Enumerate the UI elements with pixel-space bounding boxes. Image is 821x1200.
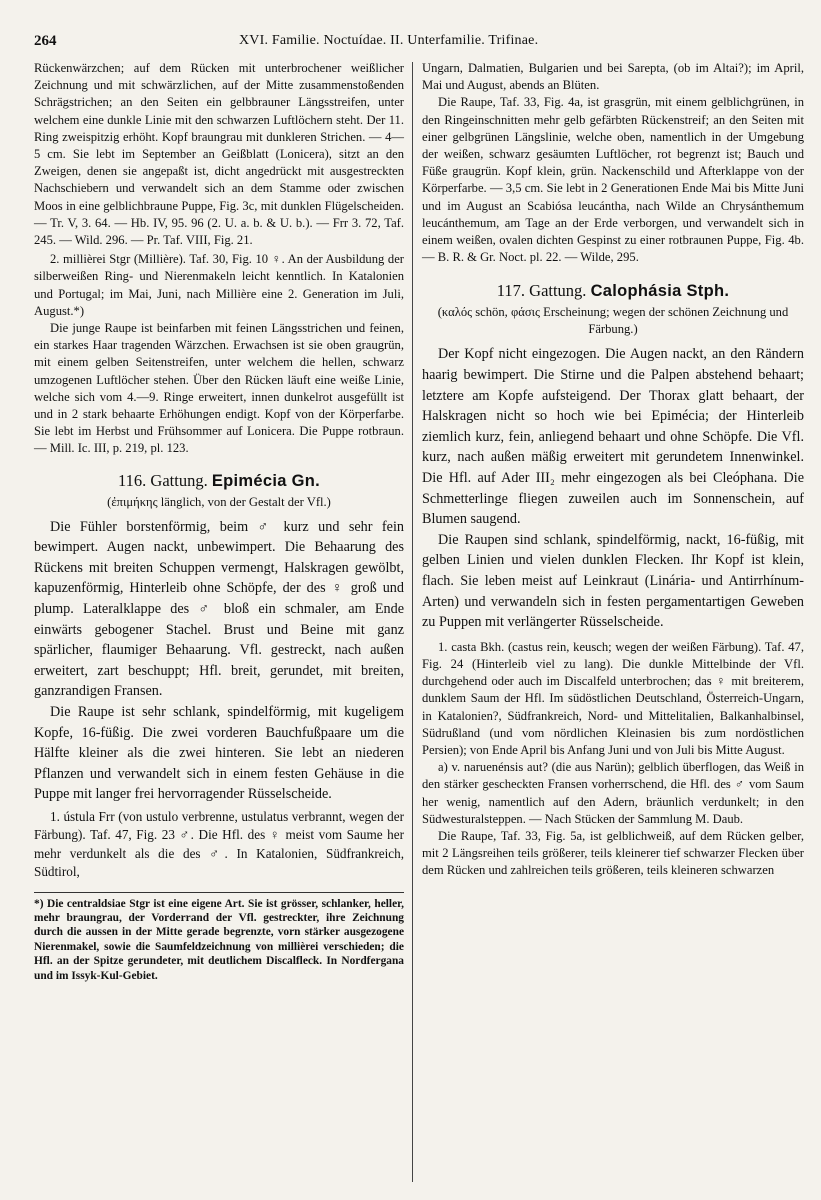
footnote-text: *) Die centraldsiae Stgr ist eine eigene Art. Sie ist grösser, schlanker, heller, mehr braungrau, der Vorderrand der Vfl. gestreckter, ihre Zeichnung durch die aussen in der Mitte gerade begrenzte, vorn stärker ausgezogene Nierenmakel, sowie die Saumfeldzeichnung von millièrei verschieden; die Hfl. an der Spitze gerundeter, mit deutlichem Discalfleck. In Nordfergana und im Issyk-Kul-Gebiet. <box>34 897 404 982</box>
genus-117-heading <box>422 280 804 302</box>
paragraph-ustula: 1. ústula Frr (von ustulo verbrenne, ustulatus verbrannt, wegen der Färbung). Taf. 47, Fig. 23 ♂. Die Hfl. des ♀ meist vom Saume her mehr verdunkelt als die des ♂. In Katalonien, Südfrankreich, Südtirol, <box>34 808 404 880</box>
right-column <box>422 60 804 880</box>
genus-117-name: Calophásia Stph. <box>590 282 730 301</box>
paragraph-naruenensis: a) v. naruenénsis aut? (die aus Narün); gelblich überflogen, das Weiß in den stärker gescheckten Fransen vorherrschend, die Hfl. des ♂ vom Saum her wenig, namentlich auf den Adern, bräunlich verdunkelt; in den Südwesturalsteppen. — Nach Stücken der Sammlung M. Daub. <box>422 760 804 826</box>
paragraph-raupe-ustula: Die Raupe, Taf. 33, Fig. 4a, ist grasgrün, mit einem gelblichgrünen, in den Ringeinschnitten mehr gelb gefärbten Rückenstreif; an den Seiten mit einer gelbgrünen Längslinie, welche oben, namentlich in der Umgebung der weißen, schwarz gesäumten Luftlöcher, rot begrenzt ist; Bauch und Füße graugrün. Kopf klein, grün. Nackenschild und Afterklappe von der Körperfarbe. — 3,5 cm. Sie lebt in 2 Generationen Ende Mai bis Mitte Juni und im August an Scabiósa leucántha, nach Wilde an Chrysánthemum leucánthemum, am Tage an der Erde verborgen, und verwandelt sich in einem weißen, ovalen dichten Gespinst zu einer rotbraunen Puppe, Fig. 4b. — B. R. & Gr. Noct. pl. 22. — Wilde, 295. <box>422 95 804 265</box>
paragraph-casta: 1. casta Bkh. (castus rein, keusch; wegen der weißen Färbung). Taf. 47, Fig. 24 (Hinterleib viel zu lang). Die dunkle Mittelbinde der Vfl. durchgehend oder auch im Discalfeld unterbrochen; das ♀ mit breiterem, dunklem Saum der Hfl. Im südöstlichen Deutschland, Österreich-Ungarn, in Katalonien?, Südfrankreich, Nord- und Mittelitalien, Balkanhalbinsel, Südrußland (und vom nördlichen Kleinasien bis zum nordöstlichen Persien); von Ende April bis Anfang Juni und von Juli bis Mitte August. <box>422 639 804 757</box>
two-column-body <box>34 60 804 1190</box>
paragraph-epimecia-description: Die Fühler borstenförmig, beim ♂ kurz und sehr fein bewimpert. Augen nackt, unbewimpert. Die Behaarung des Rückens mit breiten Schuppen vermengt, Halskragen gewölbt, kapuzenförmig, Hinterleib ohne Schöpfe, der des ♀ groß und plump. Lateralklappe des ♂ bloß ein schmaler, am Ende einwärts gebogener Stachel. Brust und Beine mit ganz spärlicher, flaumiger Behaarung. Vfl. gestreckt, nach außen erweitert, zart beschuppt; Hfl. breit, gerundet, mit breiten, ganzrandigen Fransen. <box>34 518 404 700</box>
paragraph-continuation-right: Ungarn, Dalmatien, Bulgarien und bei Sarepta, (ob im Altai?); im April, Mai und August, abends an Blüten. <box>422 61 804 93</box>
left-column <box>34 60 404 983</box>
genus-117-number: 117. Gattung. <box>496 281 587 301</box>
page-number: 264 <box>34 33 57 49</box>
genus-116-etymology: (ἐπιμήκης länglich, von der Gestalt der Vfl.) <box>107 494 331 509</box>
running-header <box>34 28 801 56</box>
paragraph-calophasia-raupe: Die Raupen sind schlank, spindelförmig, nackt, 16-füßig, mit gelben Linien und vielen dunklen Flecken. Ihr Kopf ist klein, flach. Sie leben meist auf Leinkraut (Linária- und Antirrhínum-Arten) und verwandeln sich in festen pergamentartigen Geweben zu Puppen mit verlängerter Rüsselscheide. <box>422 531 804 631</box>
footnote-block <box>34 892 404 983</box>
paragraph-epimecia-raupe: Die Raupe ist sehr schlank, spindelförmig, mit kugeligem Kopfe, 16-füßig. Die zwei vorderen Bauchfußpaare um die Hälfte kleiner als die zwei hinteren. Sie lebt an niederen Pflanzen und verwandelt sich in einem festen Gehäuse in die Puppe mit langer frei hervorragender Rüsselscheide. <box>34 704 404 803</box>
paragraph-raupe-millierei: Die junge Raupe ist beinfarben mit feinen Längsstrichen und feinen, ein starkes Haar tragenden Wärzchen. Erwachsen ist sie oben graugrün, mit einem gelben Seitenstreifen, unter welchem die hellen, schwarz umzogenen Luftlöcher stehen. Über den Rücken läuft eine weiße Linie, welche sich vom 4.—9. Ringe erweitert, innen dunkelrot ausgefüllt ist und in 2 stark behaarte Erhöhungen endigt. Kopf von der Körperfarbe. Sie lebt im Herbst und Frühsommer auf Lonicera. Die Puppe rotbraun. — Mill. Ic. III, p. 219, pl. 123. <box>34 321 404 456</box>
paragraph-continuation: Rückenwärzchen; auf dem Rücken mit unterbrochener weißlicher Zeichnung und mit schwärzlichen, auf der Mitte zusammenstoßenden Schrägstrichen; an den Seiten ein gelbbrauner Längsstreifen, unter welchem eine dunkle Linie mit den schwarzen Luftlöchern steht. Der 11. Ring zweispitzig erhöht. Kopf braungrau mit dunkleren Strichen. — 4—5 cm. Sie lebt im September an Geißblatt (Lonicera), sitzt an den Zweigen, denen sie angepaßt ist, dicht angedrückt mit ausgestreckten Nachschiebern und verwandelt sich an dem Stamme oder zwischen Moos in eine gelblichbraune Puppe, Fig. 3c, mit dunklen Flügelscheiden. — Tr. V, 3. 64. — Hb. IV, 95. 96 (2. U. a. b. & U. b.). — Frr 3. 72, Taf. 245. — Wild. 296. — Pr. Taf. VIII, Fig. 21. <box>34 61 404 248</box>
paragraph-millierei: 2. millièrei Stgr (Millière). Taf. 30, Fig. 10 ♀. An der Ausbildung der silberweißen Ring- und Nierenmakeln leicht kenntlich. In Katalonien und Portugal; im Mai, Juni, nach Millière eine 2. Generation im Juli, August.*) <box>34 252 404 318</box>
genus-117-etymology: (καλός schön, φάσις Erscheinung; wegen der schönen Zeichnung und Färbung.) <box>437 305 789 337</box>
paragraph-calophasia-description: Der Kopf nicht eingezogen. Die Augen nackt, an den Rändern haarig bewimpert. Die Stirne und die Palpen abstehend behaart; letztere am Kopfe aufsteigend. Der Thorax glatt behaart, der Halskragen nicht so hoch wie bei Epimécia; der Hinterleib ziemlich kurz, fein, anliegend behaart und ohne Schöpfe. Die Vfl. kurz, nach außen mäßig erweitert mit gerundetem Innenwinkel. Die Hfl. auf Ader III₂ mehr eingezogen als bei Cleóphana. Die Schmetterlinge fliegen zuweilen auch im Sonnenschein, auf Blumen saugend. <box>422 346 804 528</box>
running-title: XVI. Familie. Noctuídae. II. Unterfamilie. Trifinae. <box>239 33 539 48</box>
paragraph-raupe-casta: Die Raupe, Taf. 33, Fig. 5a, ist gelblichweiß, auf dem Rücken gelber, mit 2 Längsreihen teils größerer, teils kleinerer tief schwarzer Flecken über dem Rücken und zahlreichen teils größeren, teils kleineren schwarzen <box>422 828 804 878</box>
column-divider <box>412 62 413 1182</box>
genus-116-heading <box>34 470 404 492</box>
genus-116-name: Epimécia Gn. <box>211 471 320 490</box>
genus-116-number: 116. Gattung. <box>118 470 208 490</box>
